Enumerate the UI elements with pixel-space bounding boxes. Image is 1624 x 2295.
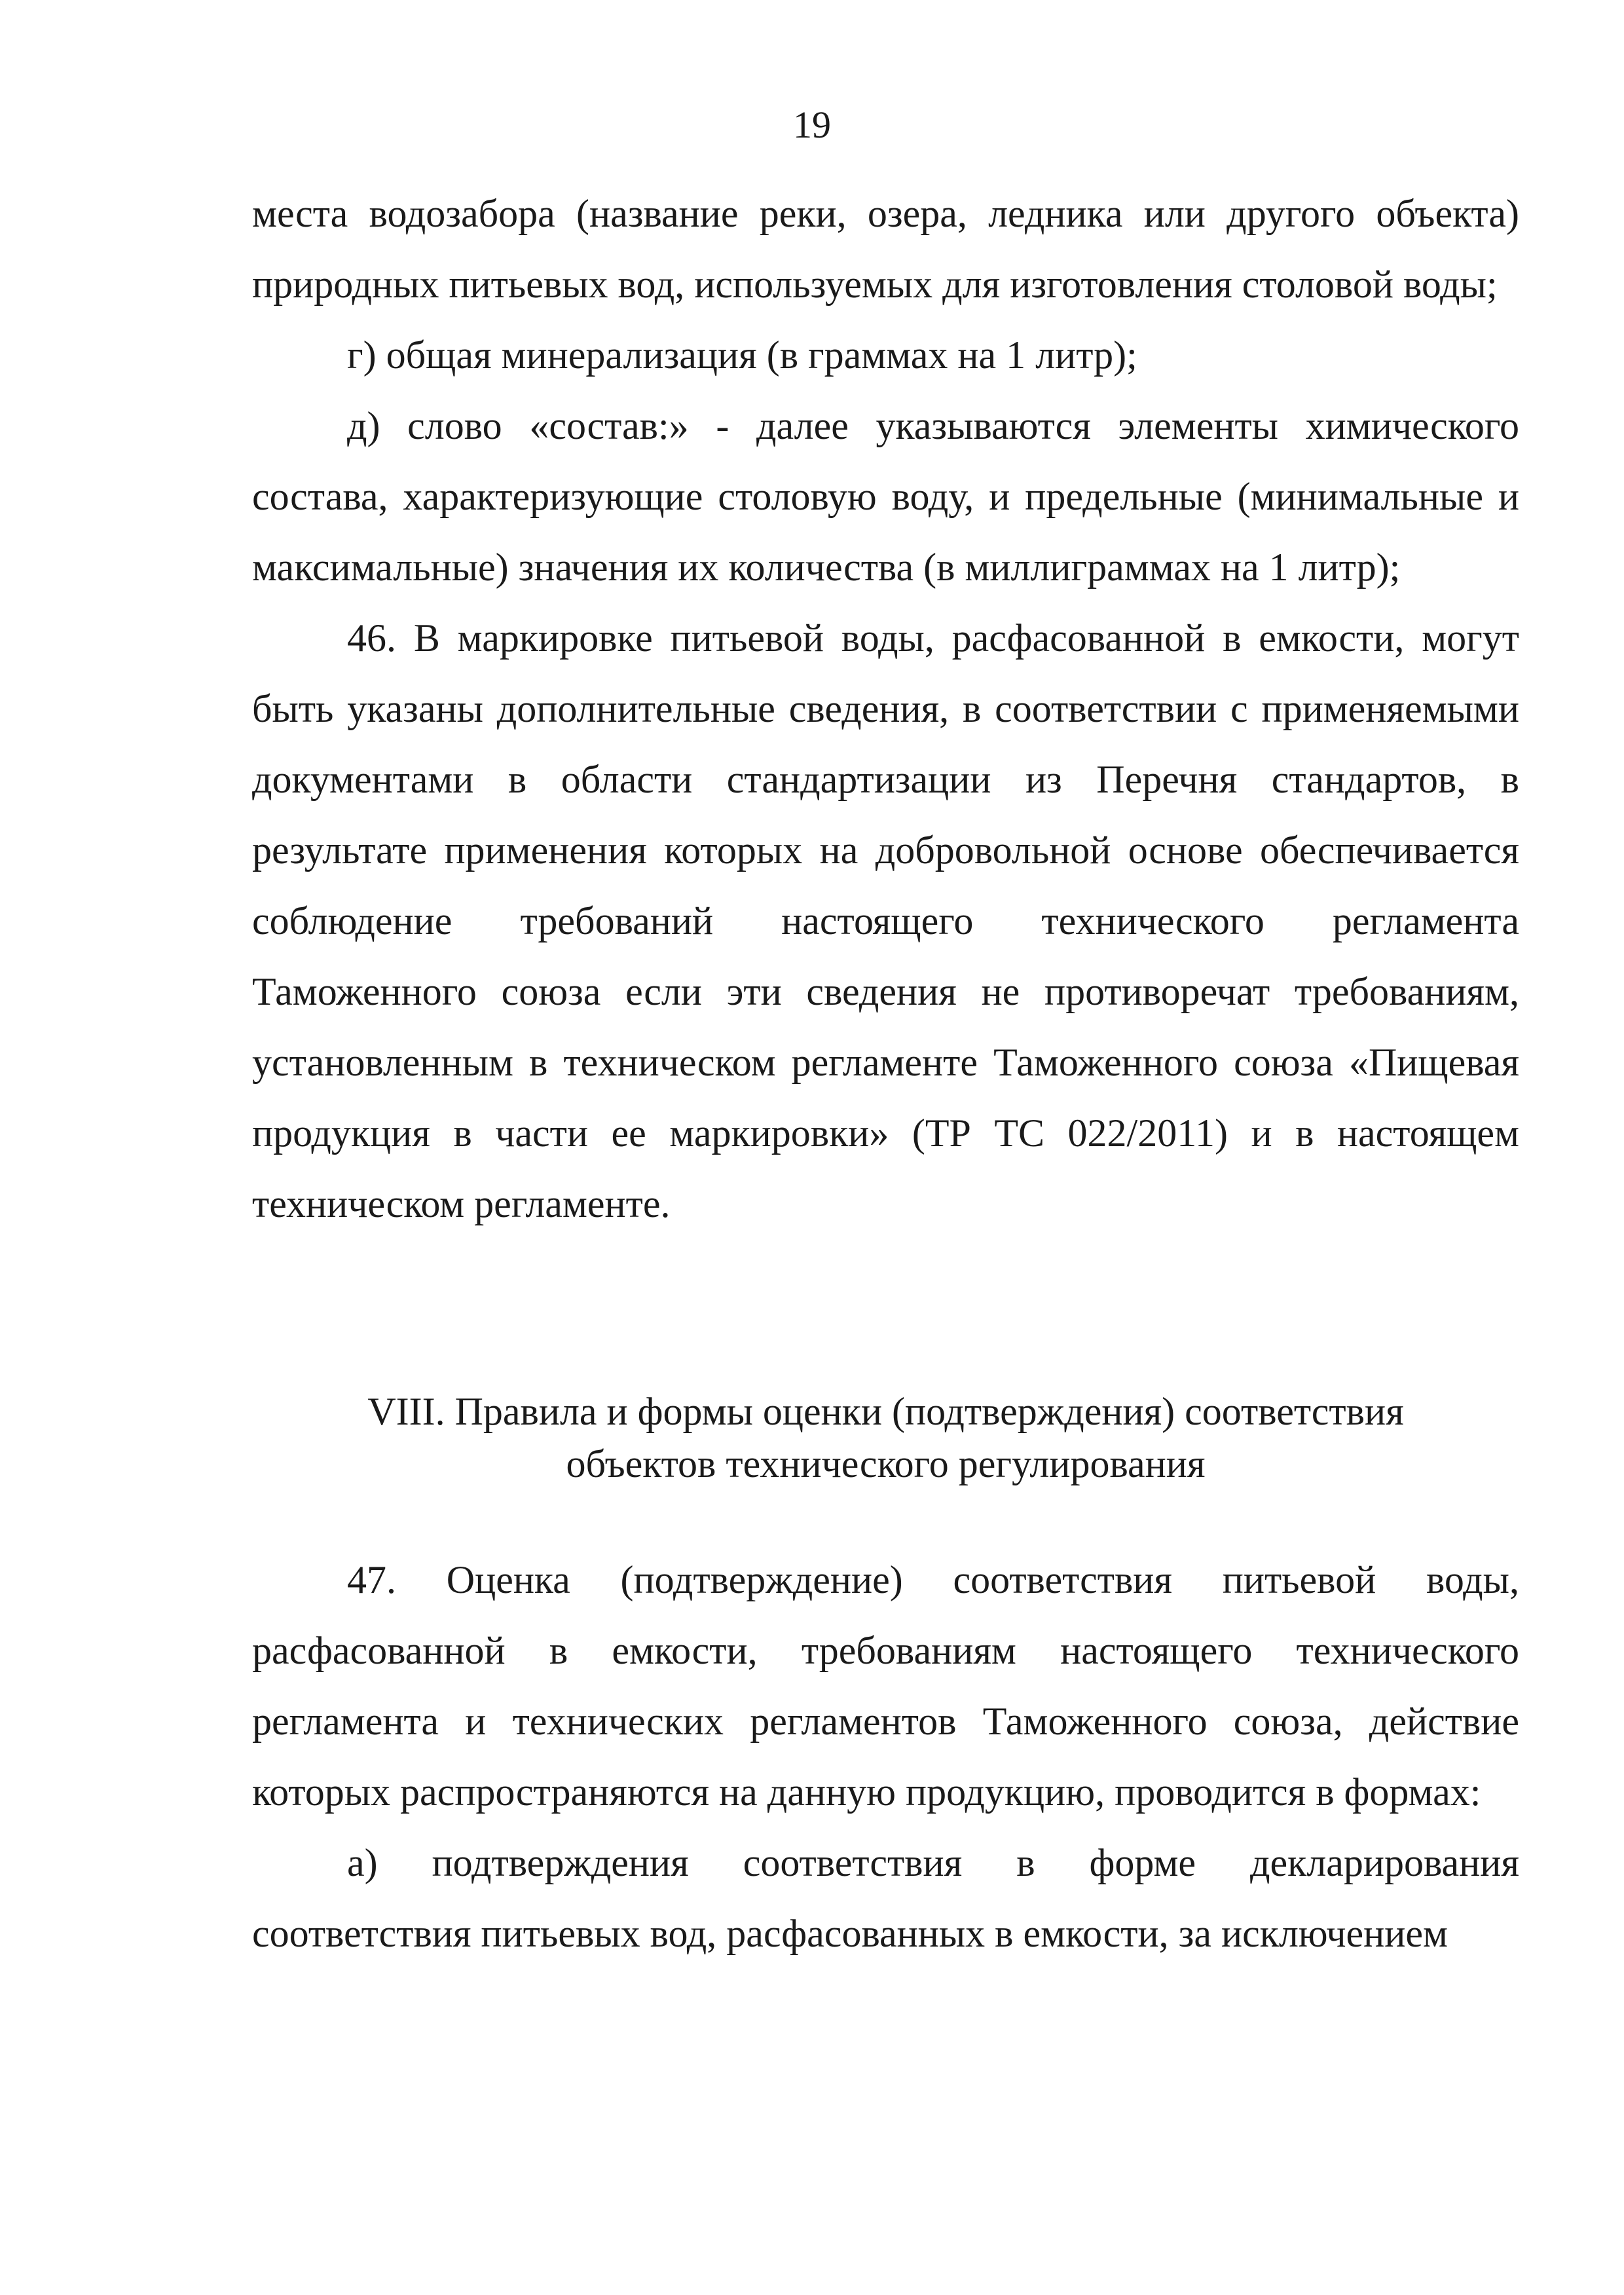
page-number: 19	[793, 103, 831, 146]
text-block-top	[252, 178, 1519, 1239]
paragraph-46: 46. В маркировке питьевой воды, расфасованной в емкости, могут быть указаны дополнительные сведения, в соответствии с применяемыми документами в области стандартизации из Перечня стандартов, в результате применения которых на добровольной основе обеспечивается соблюдение требований настоящего технического регламента Таможенного союза если эти сведения не противоречат требованиям, установленным в техническом регламенте Таможенного союза «Пищевая продукция в части ее маркировки» (ТР ТС 022/2011) и в настоящем техническом регламенте.	[252, 616, 1519, 1225]
section-heading-line2: объектов технического регулирования	[566, 1442, 1206, 1485]
section-heading	[252, 1385, 1519, 1490]
section-heading-line1: VIII. Правила и формы оценки (подтверждения) соответствия	[367, 1390, 1404, 1433]
paragraph-water-source: места водозабора (название реки, озера, ледника или другого объекта) природных питьевых вод, используемых для изготовления столовой воды;	[252, 192, 1519, 306]
paragraph-47a: а) подтверждения соответствия в форме декларирования соответствия питьевых вод, расфасованных в емкости, за исключением	[252, 1841, 1519, 1955]
paragraph-mineralization: г) общая минерализация (в граммах на 1 литр);	[347, 333, 1137, 377]
text-block-bottom	[252, 1544, 1519, 1969]
paragraph-47: 47. Оценка (подтверждение) соответствия питьевой воды, расфасованной в емкости, требованиям настоящего технического регламента и технических регламентов Таможенного союза, действие которых распространяются на данную продукцию, проводится в формах:	[252, 1558, 1519, 1814]
paragraph-composition: д) слово «состав:» - далее указываются элементы химического состава, характеризующие столовую воду, и предельные (минимальные и максимальные) значения их количества (в миллиграммах на 1 литр);	[252, 404, 1519, 589]
